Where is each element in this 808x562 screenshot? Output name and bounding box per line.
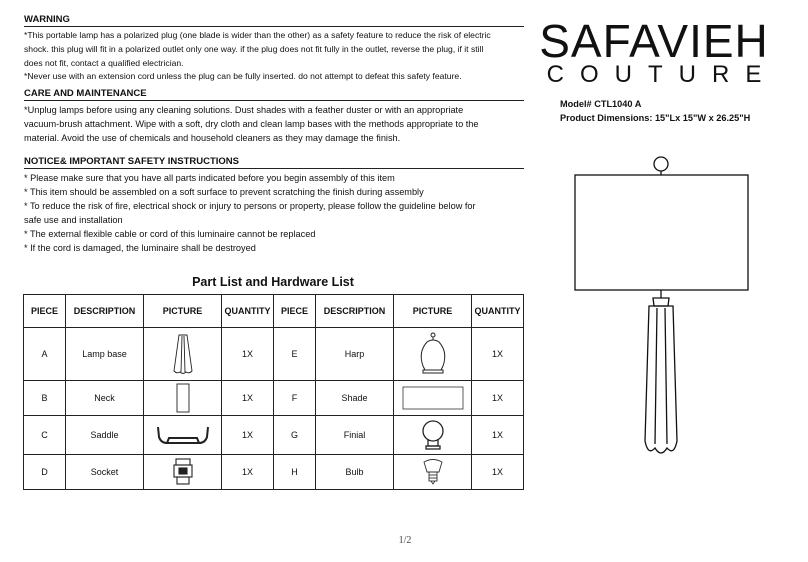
picture-cell [394, 381, 472, 416]
table-header-row [24, 295, 524, 328]
table-row [24, 455, 524, 490]
model-number: Model# CTL1040 A [560, 99, 642, 109]
warning-line: *Never use with an extension cord unless the plug can be fully inserted. do not attempt to defeat this safety feature. [24, 71, 462, 82]
piece-cell: C [24, 416, 66, 455]
header-quantity: QUANTITY [222, 295, 274, 328]
notice-title: NOTICE& IMPORTANT SAFETY INSTRUCTIONS [24, 156, 524, 169]
picture-cell [394, 416, 472, 455]
care-line: vacuum-brush attachment. Wipe with a soft, dry cloth and clean lamp bases with the methods appropriate to the [24, 119, 479, 129]
page-number: 1/2 [398, 535, 412, 546]
description-cell: Bulb [316, 455, 394, 490]
piece-cell: E [274, 328, 316, 381]
care-title: CARE AND MAINTENANCE [24, 88, 524, 101]
care-line: material. Avoid the use of chemicals and household cleaners as they may damage the finish. [24, 133, 401, 143]
quantity-cell: 1X [472, 416, 524, 455]
notice-line: * To reduce the risk of fire, electrical shock or injury to persons or property, please follow the guideline below for [24, 201, 476, 211]
warning-line: does not fit, contact a qualified electrician. [24, 57, 184, 68]
quantity-cell: 1X [472, 455, 524, 490]
notice-section [24, 156, 524, 255]
notice-line: safe use and installation [24, 215, 123, 225]
warning-line: *This portable lamp has a polarized plug (one blade is wider than the other) as a safety feature to reduce the risk of electric [24, 30, 491, 40]
piece-cell: H [274, 455, 316, 490]
bulb-icon [422, 458, 444, 486]
table-row [24, 381, 524, 416]
care-line: *Unplug lamps before using any cleaning solutions. Dust shades with a feather duster or with an appropriate [24, 105, 464, 115]
header-piece: PIECE [274, 295, 316, 328]
header-description: DESCRIPTION [66, 295, 144, 328]
piece-cell: G [274, 416, 316, 455]
header-piece: PIECE [24, 295, 66, 328]
header-picture: PICTURE [144, 295, 222, 328]
description-cell: Lamp base [66, 328, 144, 381]
piece-cell: B [24, 381, 66, 416]
quantity-cell: 1X [222, 455, 274, 490]
picture-cell [144, 328, 222, 381]
description-cell: Socket [66, 455, 144, 490]
socket-icon [171, 458, 195, 486]
care-section [24, 88, 524, 145]
piece-cell: A [24, 328, 66, 381]
warning-section [24, 14, 524, 84]
picture-cell [394, 328, 472, 381]
description-cell: Shade [316, 381, 394, 416]
description-cell: Harp [316, 328, 394, 381]
warning-title: WARNING [24, 14, 524, 27]
piece-cell: D [24, 455, 66, 490]
header-quantity: QUANTITY [472, 295, 524, 328]
brand-logo: SAFAVIEH [539, 15, 769, 67]
finial-icon [420, 419, 446, 451]
product-dimensions: Product Dimensions: 15"Lx 15"W x 26.25"H [560, 113, 751, 123]
description-cell: Finial [316, 416, 394, 455]
warning-line: shock. this plug will fit in a polarized outlet only one way. if the plug does not fit fully in the outlet, reverse the plug, if it still [24, 43, 484, 54]
picture-cell [144, 455, 222, 490]
harp-icon [413, 332, 453, 376]
lamp-base-icon [171, 333, 195, 375]
parts-list-title: Part List and Hardware List [192, 275, 354, 289]
brand-subtitle: COUTURE [546, 61, 778, 88]
notice-line: * This item should be assembled on a soft surface to prevent scratching the finish during assembly [24, 187, 424, 197]
table-row [24, 328, 524, 381]
description-cell: Neck [66, 381, 144, 416]
quantity-cell: 1X [222, 416, 274, 455]
quantity-cell: 1X [222, 328, 274, 381]
picture-cell [394, 455, 472, 490]
picture-cell [144, 416, 222, 455]
piece-cell: F [274, 381, 316, 416]
lamp-illustration-icon [573, 156, 783, 476]
shade-icon [402, 386, 464, 410]
notice-line: * If the cord is damaged, the luminaire shall be destroyed [24, 243, 256, 253]
parts-table [23, 294, 524, 490]
quantity-cell: 1X [472, 328, 524, 381]
notice-line: * The external flexible cable or cord of this luminaire cannot be replaced [24, 229, 316, 239]
description-cell: Saddle [66, 416, 144, 455]
header-description: DESCRIPTION [316, 295, 394, 328]
quantity-cell: 1X [472, 381, 524, 416]
notice-line: * Please make sure that you have all parts indicated before you begin assembly of this item [24, 173, 395, 183]
saddle-icon [155, 423, 211, 447]
table-row [24, 416, 524, 455]
neck-icon [176, 383, 190, 413]
picture-cell [144, 381, 222, 416]
header-picture: PICTURE [394, 295, 472, 328]
quantity-cell: 1X [222, 381, 274, 416]
